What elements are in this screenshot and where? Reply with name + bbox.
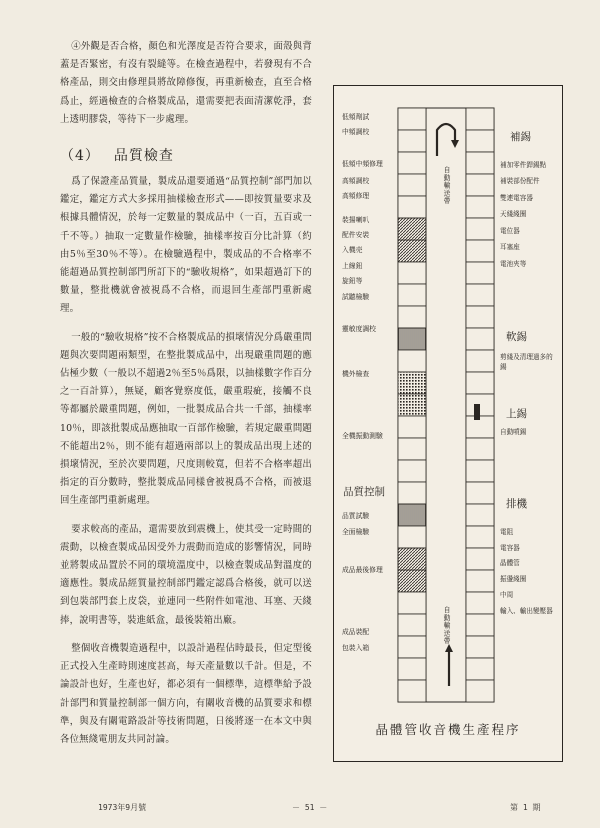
footer-page-number: － 51 － [292, 803, 328, 812]
right-station-label: 輸入、輸出變壓器 [500, 607, 553, 615]
article-column [60, 38, 312, 749]
station-cell [466, 372, 494, 394]
station-cell [466, 614, 494, 636]
right-station-label: 電容器 [500, 544, 520, 552]
paragraph-inspection-appearance: ④外觀是否合格，顏色和光澤度是否符合要求，面殼與背蓋是否緊密，有沒有裂縫等。在檢查過程中，若發現有不合格產品，則交由修理員將故障修復，再重新檢查，直至合格爲止，經過檢查的合格製成品，還需要把表面清潔乾淨，套上透明膠袋，等待下一步處理。 [60, 41, 312, 125]
station-cell [398, 504, 426, 526]
right-station-label: 補裝部份配件 [500, 177, 540, 185]
right-station-label: 剪綫及清理過多的錫 [500, 353, 553, 371]
left-station-label: 試聽檢驗 [342, 293, 370, 301]
right-station-label: 中周 [500, 591, 514, 599]
station-cell [398, 152, 426, 174]
station-cell [398, 636, 426, 658]
station-cell [466, 680, 494, 702]
production-flow-chart [333, 85, 563, 762]
right-station-label: 電阻 [500, 528, 514, 536]
station-cell [466, 262, 494, 284]
station-cell [466, 570, 494, 592]
station-cell [398, 240, 426, 262]
station-cell [398, 460, 426, 482]
station-cell [398, 262, 426, 284]
station-cell [466, 306, 494, 328]
right-station-label: 補加零件銲錫點 [500, 161, 547, 169]
station-cell [466, 592, 494, 614]
station-cell [466, 174, 494, 196]
right-station-label: 雙連電容器 [500, 194, 533, 202]
left-station-label: 高頻修理 [342, 192, 370, 200]
station-cell [398, 548, 426, 570]
station-cell [466, 438, 494, 460]
station-cell [466, 196, 494, 218]
left-station-label: 全機振動測驗 [342, 432, 383, 440]
left-station-label: 中頻調校 [342, 128, 370, 136]
station-cell [466, 504, 494, 526]
left-station-label: 低頻中頻修理 [342, 160, 383, 168]
station-cell [398, 130, 426, 152]
right-station-label: 耳塞座 [500, 243, 520, 251]
left-station-label: 包裝入箱 [342, 644, 370, 652]
station-cell [398, 372, 426, 394]
left-station-label: 高頻調校 [342, 177, 370, 185]
station-cell [398, 482, 426, 504]
left-station-label: 裝揚喇叭 [342, 216, 370, 224]
section-upper-solder: 上錫 [506, 408, 527, 420]
station-cell [398, 328, 426, 350]
arrow-head-top [451, 140, 459, 148]
section-qc: 品質控制 [343, 486, 385, 498]
station-cell [398, 196, 426, 218]
paragraph-acceptance-spec: 一般的“驗收規格”按不合格製成品的損壞情況分爲嚴重問題與次要問題兩類型，在整批製成品中，出現嚴重問題的應佔極少數（一般以不超過2％至5％爲限，以抽樣數字作百分之一百計算），無疑，顧客覺察度低，嚴重瑕疵，接觸不良等都屬於嚴重問題，例如，一批製成品合共一千部，抽樣率10％，即該批製成品應抽取一百部作檢驗，若規定嚴重問題不能超出2％，則不能有超過兩部以上的製成品出現上述的損壞情況，至於次要問題，尺度則較寬，但若不合格率超出指定的百分數時，整批製成品同樣會被視爲不合格，而被退回生產部門重新處理。 [60, 331, 312, 507]
paragraph-vibration-test: 要求較高的產品，還需要放到震機上，使其受一定時間的震動，以檢查製成品因受外力震動而造成的影響情況，同時並將製成品置於不同的環境溫度中，以檢查製成品對溫度的適應性。製成品經質量控制部門鑑定認爲合格後，就可以送到包裝部門套上皮袋，並連同一些附件如電池、耳塞、天綫捧，說明書等，裝進紙盒，最後裝箱出廠。 [60, 523, 312, 626]
solder-slot [474, 404, 480, 420]
station-cell [398, 306, 426, 328]
station-cell [398, 680, 426, 702]
station-cell [398, 438, 426, 460]
left-station-label: 低頻劑試 [342, 113, 370, 121]
left-station-label: 品質試驗 [342, 512, 370, 520]
station-cell [466, 152, 494, 174]
station-cell [398, 592, 426, 614]
station-cell [466, 636, 494, 658]
station-cell [466, 460, 494, 482]
station-cell [398, 284, 426, 306]
station-cell [466, 482, 494, 504]
station-cell [466, 240, 494, 262]
station-cell [466, 328, 494, 350]
left-station-label: 機外檢查 [342, 370, 370, 378]
section-soft-solder: 軟錫 [506, 331, 527, 343]
station-cell [398, 416, 426, 438]
chart-title: 晶體管收音機生產程序 [375, 722, 521, 737]
left-station-label: 全面檢驗 [342, 528, 370, 536]
section-title: 品質檢查 [113, 148, 174, 165]
station-cell [466, 284, 494, 306]
right-station-label: 電位器 [500, 227, 520, 235]
station-cell [466, 526, 494, 548]
station-cell [398, 570, 426, 592]
left-stations [398, 108, 426, 702]
footer-issue: 第 1 期 [510, 803, 541, 812]
left-station-label: 旋鈕等 [342, 277, 363, 285]
right-station-label: 自動噴錫 [500, 428, 527, 436]
station-cell [398, 658, 426, 680]
right-station-label: 電池夾等 [500, 260, 527, 268]
station-cell [398, 526, 426, 548]
station-cell [466, 350, 494, 372]
left-station-label: 靈敏度調校 [342, 325, 376, 333]
right-station-label: 晶體管 [500, 559, 520, 567]
left-station-label: 成品最後修理 [342, 566, 383, 574]
station-cell [398, 174, 426, 196]
section-solder: 補錫 [510, 131, 531, 143]
left-station-label: 入機売 [342, 246, 363, 254]
section-line: 排機 [506, 498, 527, 510]
station-cell [398, 614, 426, 636]
section-number: （4） [60, 148, 100, 165]
conveyor-label-top: 自動輸送帶 [442, 166, 450, 205]
paragraph-quality-control: 爲了保證產品質量，製成品還要通過“品質控制”部門加以鑑定，鑑定方式大多採用抽樣檢查形式——即按質量要求及根據具體情況，於每一定數量的製成品中（一百，五百或一千不等。）抽取一定數量作檢驗，抽樣率按百分比計算（約由5％至30％不等）。在檢驗過程中，製成品的不合格率不能超過品質控制部門所訂下的“驗收規格”，如果超過訂下的數量，整批機就會被視爲不合格，而退回生產部門重新處理。 [60, 176, 312, 315]
left-station-label: 配件安裝 [342, 231, 370, 239]
station-cell [466, 658, 494, 680]
station-cell [466, 130, 494, 152]
station-cell [466, 548, 494, 570]
left-station-label: 成品裝配 [342, 628, 370, 636]
paragraph-conclusion: 整個收音機製造過程中，以設計過程佔時最長，但定型後正式投入生產時則速度甚高，每天產量數以千計。但是，不論設計也好，生產也好，都必須有一個標準，這標準給予設計部門和質量控制部一個方向，有關收音機的品質要求和標準，與及有關電路設計等技術問題，日後將逐一在本文中與各位無綫電朋友共同討論。 [60, 642, 312, 745]
arrow-head-bottom [445, 644, 453, 652]
right-station-label: 天綫綫圈 [500, 210, 527, 218]
right-station-label: 振盪綫圈 [500, 575, 527, 583]
station-cell [398, 108, 426, 130]
left-station-label: 上線鈕 [342, 262, 363, 270]
station-cell [398, 394, 426, 416]
station-cell [398, 350, 426, 372]
footer-date: 1973年9月號 [98, 803, 147, 812]
conveyor-label-bottom: 自動輸送帶 [442, 606, 450, 645]
section-heading [60, 145, 312, 165]
station-cell [466, 108, 494, 130]
station-cell [466, 218, 494, 240]
station-cell [398, 218, 426, 240]
